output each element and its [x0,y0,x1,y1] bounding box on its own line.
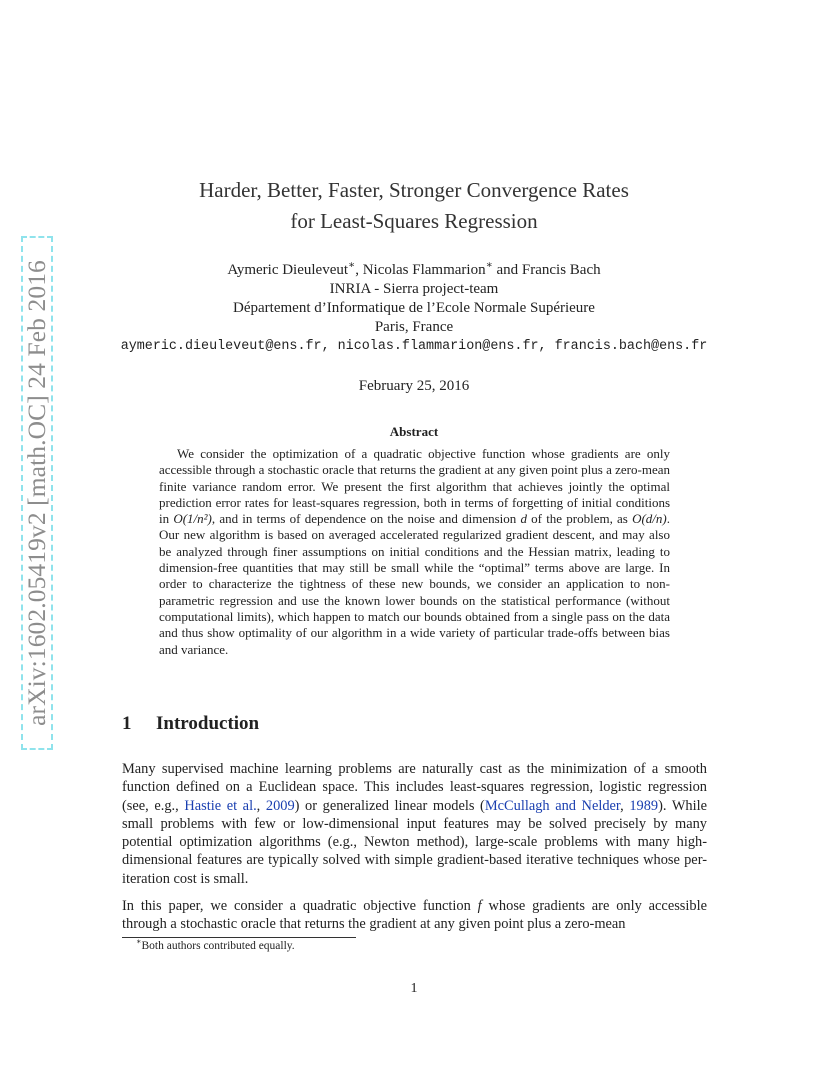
affiliation-3: Paris, France [374,319,454,335]
citation-mccullagh-year[interactable]: 1989 [629,797,659,814]
p1-text-2: , [256,797,266,814]
abstract-heading: Abstract [389,424,439,439]
title-line-2: for Least-Squares Regression [290,209,538,233]
abstract-text-2: , and in terms of dependence on the noise and dimension [211,511,521,527]
p1-text-4: , [620,797,630,814]
author-2: , Nicolas Flammarion [355,262,486,278]
footnote-text: Both authors contributed equally. [141,940,295,952]
p1-text-1: Many supervised machine learning problems are naturally cast as the minimization of a smooth function defined on a Euclidean space. This includes least-squares regression, logistic regression (see, e.g., [122,761,707,814]
abstract-math-2: d [520,511,527,527]
abstract-body [159,446,670,658]
paper-title [0,175,828,237]
author-block [0,261,828,356]
abstract-text-3: of the problem, as [526,511,633,527]
affiliation-2: Département d’Informatique de l’Ecole Normale Supérieure [233,300,595,316]
abstract-math-3: O(d/n) [632,511,667,527]
p1-text-5: ). While small problems with few or low-dimensional input features may be solved precisely by many potential optimization algorithms (e.g., Newton method), large-scale problems with many high-dimensional features are typically solved with simple gradient-based iterative techniques whose per-iteration cost is small. [122,797,708,887]
citation-hastie-year[interactable]: 2009 [265,797,295,814]
title-line-1: Harder, Better, Faster, Stronger Convergence Rates [199,178,629,202]
abstract-text-1: We consider the optimization of a quadratic objective function whose gradients are only accessible through a stochastic oracle that returns the gradient at any given point plus a zero-mean finite variance random error. We present the first algorithm that achieves jointly the optimal prediction error rates for least-squares regression, both in terms of forgetting of initial conditions in [159,446,670,527]
section-number: 1 [122,713,132,734]
author-1-star: ∗ [348,260,356,271]
p2-text-2: whose gradients are only accessible through a stochastic oracle that returns the gradient at any given point plus a zero-mean [122,898,707,933]
author-emails: aymeric.dieuleveut@ens.fr, nicolas.flammarion@ens.fr, francis.bach@ens.fr [120,339,708,354]
page-number: 1 [410,981,418,996]
author-1: Aymeric Dieuleveut [227,262,349,278]
affiliation-1: INRIA - Sierra project-team [329,281,499,297]
section-title: Introduction [156,713,260,734]
footnote [136,937,295,952]
arxiv-stamp-text: arXiv:1602.05419v2 [math.OC] 24 Feb 2016 [22,260,51,726]
citation-hastie[interactable]: Hastie et al. [184,797,257,814]
section-heading [122,713,259,735]
p2-text-1: In this paper, we consider a quadratic objective function [122,898,478,914]
author-3: and Francis Bach [492,262,601,278]
abstract-math-1: O(1/n²) [173,511,212,527]
intro-paragraph-2 [122,897,707,934]
p2-math: f [477,898,482,914]
author-2-star: ∗ [485,260,493,271]
p1-text-3: ) or generalized linear models ( [294,797,485,814]
intro-paragraph-1 [122,760,707,888]
paper-date: February 25, 2016 [358,378,470,394]
citation-mccullagh[interactable]: McCullagh and Nelder [484,797,621,814]
footnote-rule [122,937,356,938]
footnote-star: ∗ [136,937,142,947]
author-line [0,261,828,280]
abstract-text-4: . Our new algorithm is based on averaged accelerated regularized gradient descent, and may also be analyzed through finer assumptions on initial conditions and the Hessian matrix, leading to dimension-free quantities that may still be small while the “optimal” terms above are large. In order to characterize the tightness of these new bounds, we consider an application to non-parametric regression and use the known lower bounds on the statistical performance (without computational limits), which happen to match our bounds obtained from a single pass on the data and thus show optimality of our algorithm in a wide variety of particular trade-offs between bias and variance. [159,511,670,657]
